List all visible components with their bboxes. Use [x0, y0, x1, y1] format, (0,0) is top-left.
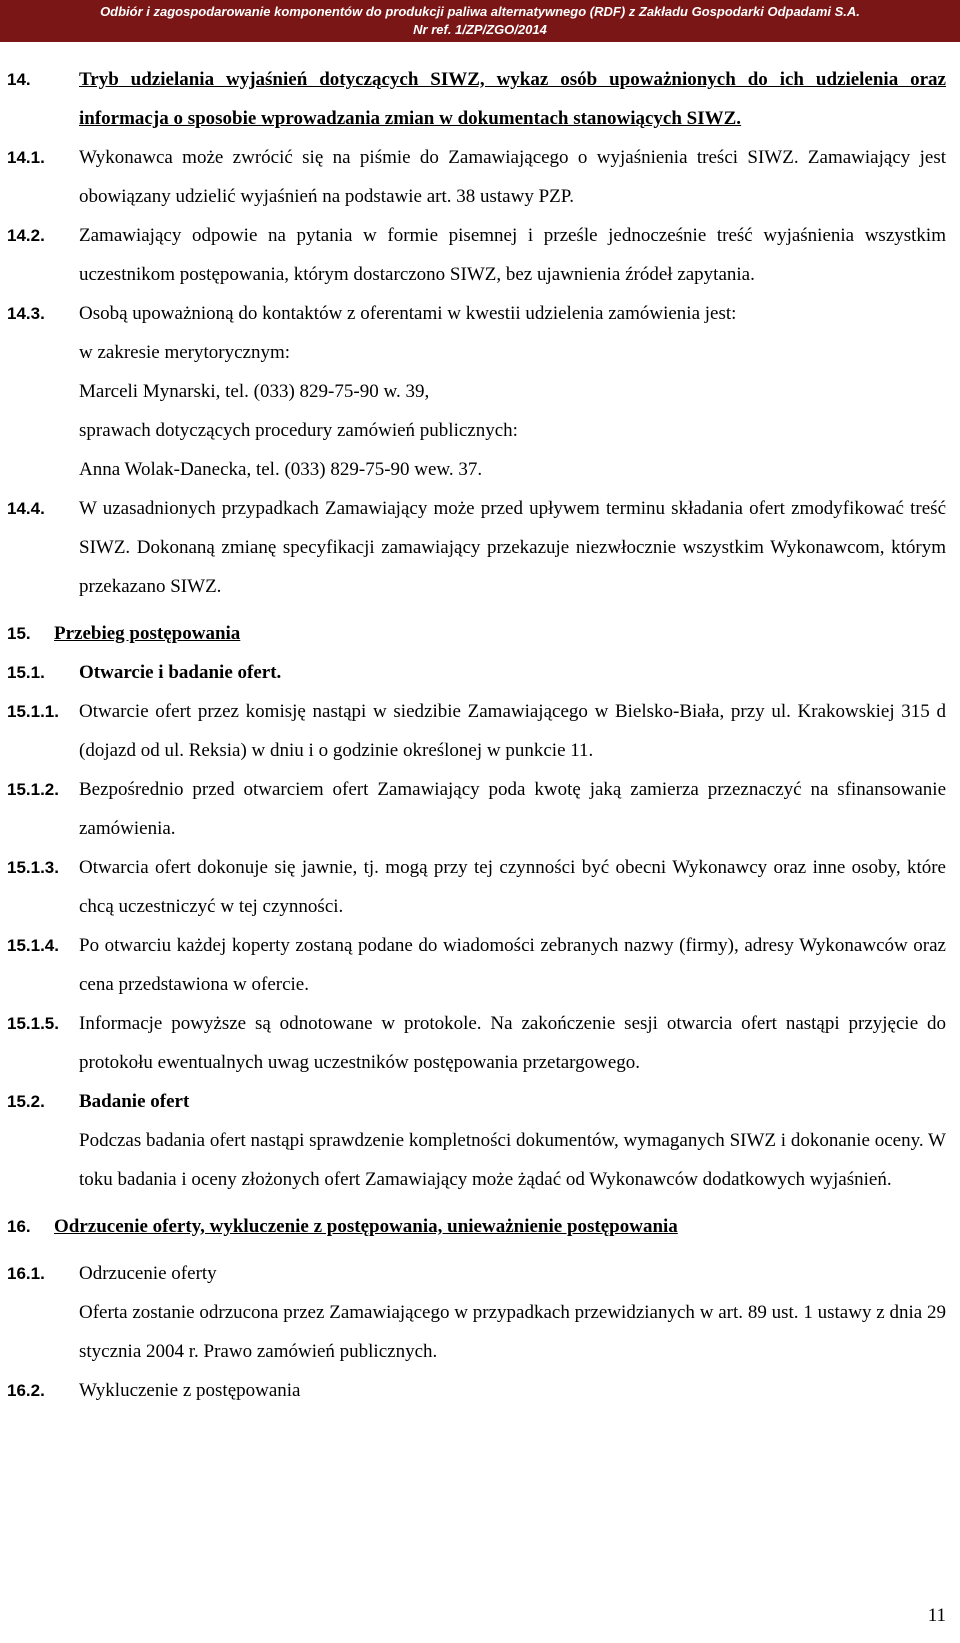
- section-16-heading: [0, 1207, 960, 1246]
- subsection-15-1: [0, 653, 960, 692]
- paragraph-15-1-3: [0, 848, 960, 926]
- paragraph-number: 15.1.4.: [7, 936, 59, 955]
- contact-person-2: Anna Wolak-Danecka, tel. (033) 829-75-90 wew. 37.: [79, 459, 483, 480]
- paragraph-number: 14.2.: [7, 226, 45, 245]
- subsection-title: Otwarcie i badanie ofert.: [79, 662, 282, 683]
- document-body: [0, 60, 960, 1410]
- paragraph-number: 14.3.: [7, 304, 45, 323]
- paragraph-number: 14.1.: [7, 148, 45, 167]
- paragraph-text: Oferta zostanie odrzucona przez Zamawiającego w przypadkach przewidzianych w art. 89 ust. 1 ustawy z dnia 29 stycznia 2004 r. Prawo zamówień publicznych.: [79, 1302, 946, 1362]
- contact-person-1: Marceli Mynarski, tel. (033) 829-75-90 w. 39,: [79, 381, 430, 402]
- section-15-heading: [0, 614, 960, 653]
- paragraph-text: Otwarcie ofert przez komisję nastąpi w siedzibie Zamawiającego w Bielsko-Biała, przy ul. Krakowskiej 315 d (dojazd od ul. Reksia) w dniu i o godzinie określonej w punkcie 11.: [79, 701, 946, 761]
- paragraph-text: Bezpośrednio przed otwarciem ofert Zamawiający poda kwotę jaką zamierza przeznaczyć na sfinansowanie zamówienia.: [79, 779, 946, 839]
- contact-scope-substantive: w zakresie merytorycznym:: [79, 342, 291, 363]
- paragraph-text: Osobą upoważnioną do kontaktów z oferentami w kwestii udzielenia zamówienia jest:: [79, 303, 737, 324]
- paragraph-number: 15.1.3.: [7, 858, 59, 877]
- subsection-number: 16.1.: [7, 1264, 45, 1283]
- paragraph-14-4: [0, 489, 960, 606]
- section-title: Odrzucenie oferty, wykluczenie z postępowania, unieważnienie postępowania: [54, 1216, 678, 1237]
- header-title: Odbiór i zagospodarowanie komponentów do produkcji paliwa alternatywnego (RDF) z Zakładu Gospodarki Odpadami S.A.: [100, 4, 860, 19]
- document-header: [0, 0, 960, 42]
- header-reference: Nr ref. 1/ZP/ZGO/2014: [413, 22, 547, 37]
- subsection-title: Wykluczenie z postępowania: [79, 1380, 301, 1401]
- subsection-number: 15.1.: [7, 663, 45, 682]
- paragraph-15-1-5: [0, 1004, 960, 1082]
- subsection-number: 16.2.: [7, 1381, 45, 1400]
- paragraph-number: 15.1.2.: [7, 780, 59, 799]
- paragraph-number: 14.4.: [7, 499, 45, 518]
- paragraph-text: Otwarcia ofert dokonuje się jawnie, tj. mogą przy tej czynności być obecni Wykonawcy oraz inne osoby, które chcą uczestniczyć w tej czynności.: [79, 857, 946, 917]
- paragraph-text: Podczas badania ofert nastąpi sprawdzenie kompletności dokumentów, wymaganych SIWZ i dokonanie oceny. W toku badania i oceny złożonych ofert Zamawiający może żądać od Wykonawców dodatkowych wyjaśnień.: [79, 1130, 946, 1190]
- section-number: 16.: [7, 1217, 31, 1236]
- paragraph-number: 15.1.1.: [7, 702, 59, 721]
- section-14-heading: [0, 60, 960, 138]
- section-number: 15.: [7, 624, 31, 643]
- subsection-16-1: [0, 1254, 960, 1371]
- subsection-15-2: [0, 1082, 960, 1199]
- section-title: Tryb udzielania wyjaśnień dotyczących SIWZ, wykaz osób upoważnionych do ich udzielenia oraz informacja o sposobie wprowadzania zmian w dokumentach stanowiących SIWZ.: [79, 69, 946, 129]
- paragraph-14-2: [0, 216, 960, 294]
- contact-scope-procedure: sprawach dotyczących procedury zamówień publicznych:: [79, 420, 518, 441]
- page-number: 11: [927, 1605, 946, 1626]
- subsection-number: 15.2.: [7, 1092, 45, 1111]
- paragraph-14-3: [0, 294, 960, 489]
- section-number: 14.: [7, 70, 31, 89]
- paragraph-text: Informacje powyższe są odnotowane w protokole. Na zakończenie sesji otwarcia ofert nastąpi przyjęcie do protokołu ewentualnych uwag uczestników postępowania przetargowego.: [79, 1013, 946, 1073]
- paragraph-text: Po otwarciu każdej koperty zostaną podane do wiadomości zebranych nazwy (firmy), adresy Wykonawców oraz cena przedstawiona w ofercie.: [79, 935, 946, 995]
- paragraph-number: 15.1.5.: [7, 1014, 59, 1033]
- paragraph-text: Wykonawca może zwrócić się na piśmie do Zamawiającego o wyjaśnienia treści SIWZ. Zamawiający jest obowiązany udzielić wyjaśnień na podstawie art. 38 ustawy PZP.: [79, 147, 946, 207]
- paragraph-14-1: [0, 138, 960, 216]
- paragraph-text: W uzasadnionych przypadkach Zamawiający może przed upływem terminu składania ofert zmodyfikować treść SIWZ. Dokonaną zmianę specyfikacji zamawiający przekazuje niezwłocznie wszystkim Wykonawcom, którym przekazano SIWZ.: [79, 498, 946, 597]
- paragraph-text: Zamawiający odpowie na pytania w formie pisemnej i prześle jednocześnie treść wyjaśnienia wszystkim uczestnikom postępowania, którym dostarczono SIWZ, bez ujawnienia źródeł zapytania.: [79, 225, 946, 285]
- subsection-title: Odrzucenie oferty: [79, 1263, 217, 1284]
- subsection-title: Badanie ofert: [79, 1091, 190, 1112]
- section-title: Przebieg postępowania: [54, 623, 241, 644]
- subsection-16-2: [0, 1371, 960, 1410]
- paragraph-15-1-4: [0, 926, 960, 1004]
- paragraph-15-1-1: [0, 692, 960, 770]
- paragraph-15-1-2: [0, 770, 960, 848]
